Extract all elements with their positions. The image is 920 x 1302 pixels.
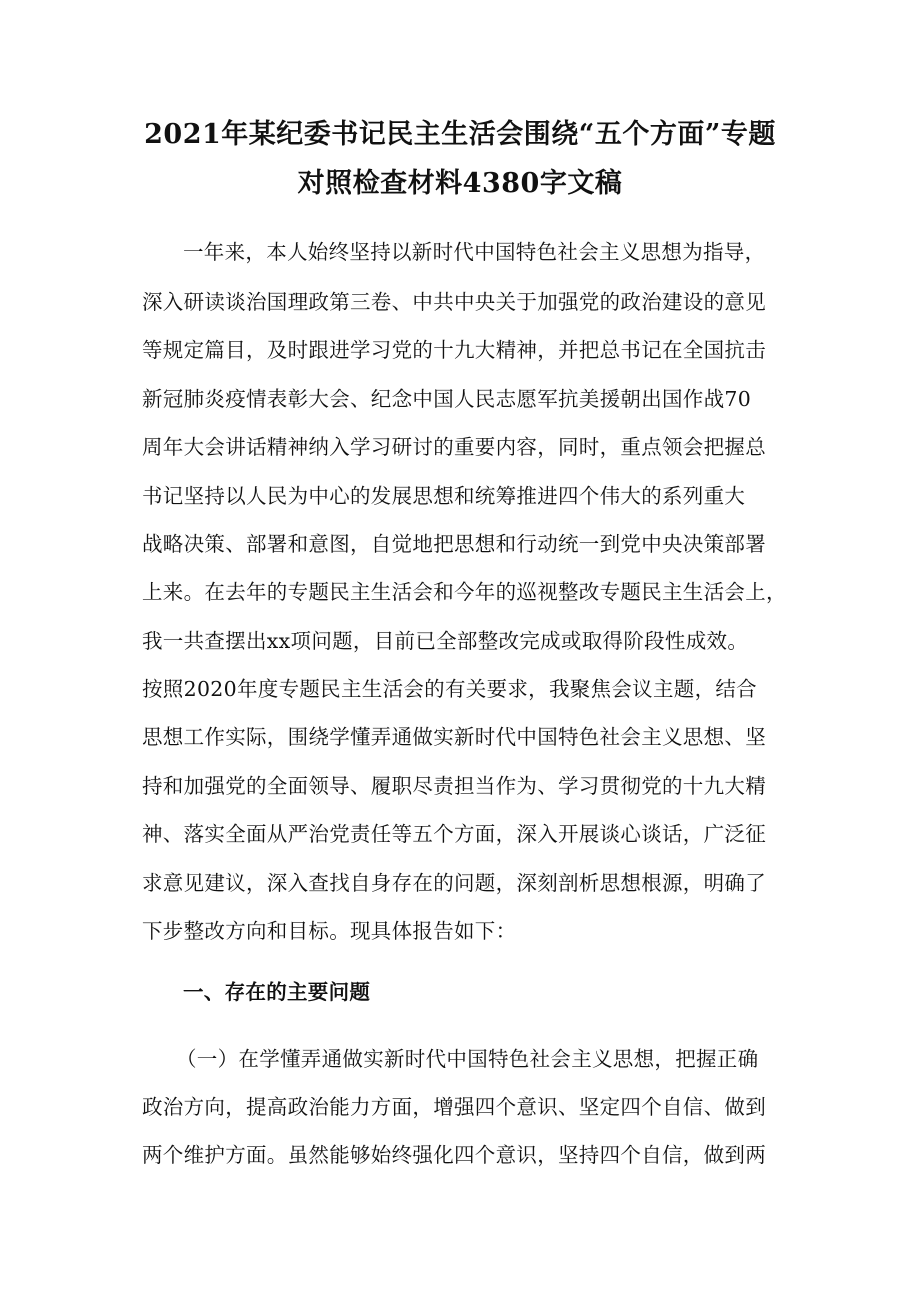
intro-line-7: 战略决策、部署和意图，自觉地把思想和行动统一到党中央决策部署 (142, 532, 766, 556)
intro-line-9: 我一共查摆出xx项问题，目前已全部整改完成或取得阶段性成效。 (142, 629, 749, 653)
section-line-1: （一）在学懂弄通做实新时代中国特色社会主义思想，把握正确 (176, 1047, 759, 1071)
intro-line-11: 思想工作实际，围绕学懂弄通做实新时代中国特色社会主义思想、坚 (142, 725, 766, 749)
intro-line-6: 书记坚持以人民为中心的发展思想和统筹推进四个伟大的系列重大 (142, 484, 746, 508)
document-title-line-2: 对照检查材料4380字文稿 (297, 168, 623, 199)
intro-line-4: 新冠肺炎疫情表彰大会、纪念中国人民志愿军抗美援朝出国作战70 (142, 387, 752, 411)
intro-line-14: 求意见建议，深入查找自身存在的问题，深刻剖析思想根源，明确了 (142, 871, 766, 895)
section-line-3: 两个维护方面。虽然能够始终强化四个意识，坚持四个自信，做到两 (142, 1143, 766, 1167)
section-line-2: 政治方向，提高政治能力方面，增强四个意识、坚定四个自信、做到 (142, 1095, 766, 1119)
intro-line-5: 周年大会讲话精神纳入学习研讨的重要内容，同时，重点领会把握总 (142, 435, 766, 459)
document-title-line-1: 2021年某纪委书记民主生活会围绕“五个方面”专题 (144, 119, 776, 150)
section-heading: 一、存在的主要问题 (183, 980, 371, 1004)
intro-line-8: 上来。在去年的专题民主生活会和今年的巡视整改专题民主生活会上， (142, 580, 787, 604)
intro-line-10: 按照2020年度专题民主生活会的有关要求，我聚焦会议主题，结合 (142, 677, 757, 701)
intro-line-15: 下步整改方向和目标。现具体报告如下： (142, 919, 517, 943)
intro-line-3: 等规定篇目，及时跟进学习党的十九大精神，并把总书记在全国抗击 (142, 338, 766, 362)
intro-line-12: 持和加强党的全面领导、履职尽责担当作为、学习贯彻党的十九大精 (142, 774, 766, 798)
intro-line-2: 深入研读谈治国理政第三卷、中共中央关于加强党的政治建设的意见 (142, 290, 766, 314)
intro-line-1: 一年来，本人始终坚持以新时代中国特色社会主义思想为指导， (183, 240, 766, 264)
intro-line-13: 神、落实全面从严治党责任等五个方面，深入开展谈心谈话，广泛征 (142, 822, 766, 846)
